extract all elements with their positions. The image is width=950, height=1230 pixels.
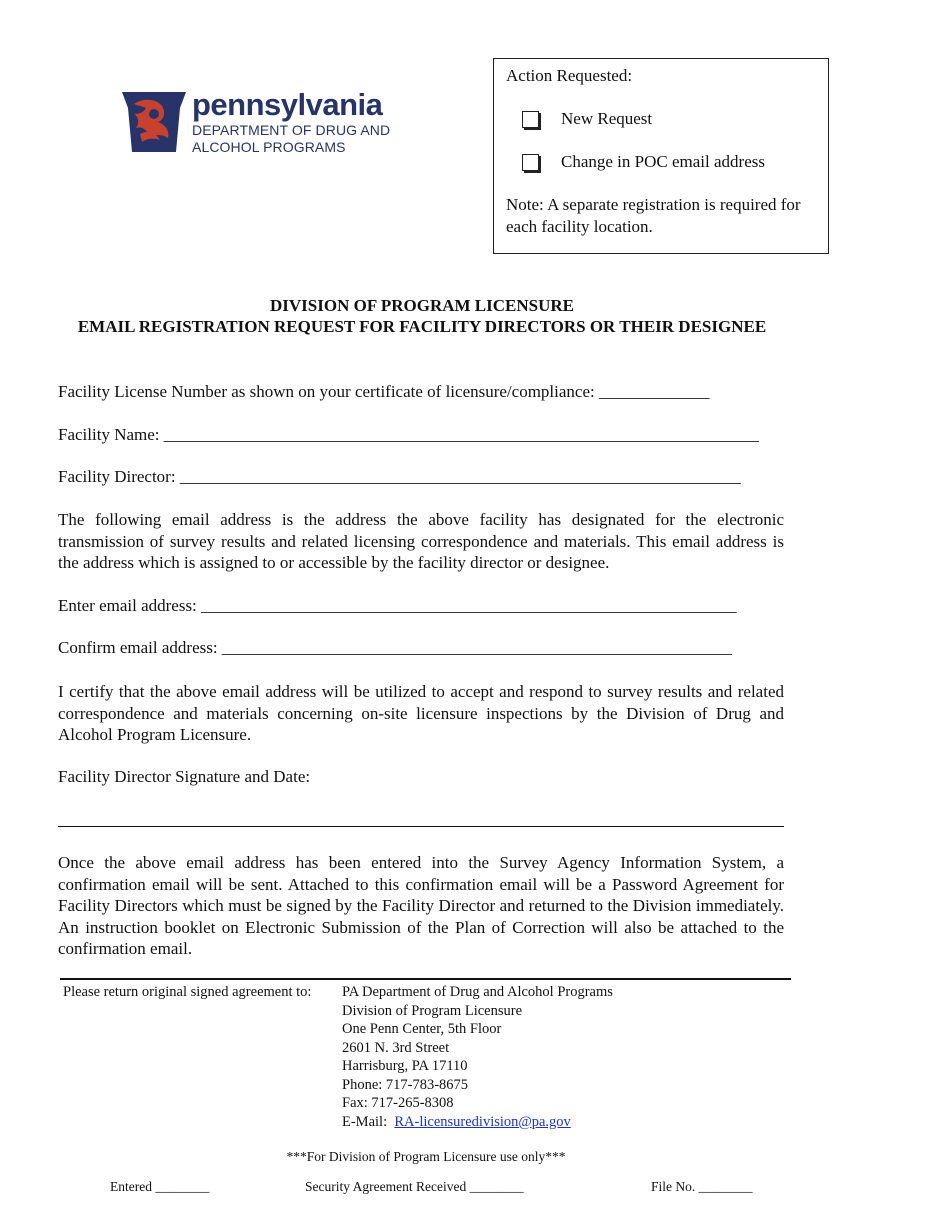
confirm-email-field[interactable]: Confirm email address: ____________________________________________________________: [58, 638, 732, 657]
email-link[interactable]: RA-licensuredivision@pa.gov: [394, 1113, 571, 1130]
address-line: Harrisburg, PA 17110: [342, 1058, 468, 1074]
change-poc-email-label: Change in POC email address: [561, 152, 765, 171]
confirmation-paragraph: Once the above email address has been entered into the Survey Agency Information System, a confirmation email will be sent. Attached to this confirmation email will be a Password Agreement for Facility Directors which must be signed by the Facility Director and returned to the Division immediately. An instruction booklet on Electronic Submission of the Plan of Correction will also be attached to the confirmation email.: [58, 853, 784, 958]
logo-subtitle-line-1: DEPARTMENT OF DRUG AND: [192, 122, 391, 138]
signature-line[interactable]: [58, 826, 784, 827]
new-request-option[interactable]: [522, 109, 652, 129]
security-agreement-field: Security Agreement Received ________: [305, 1179, 524, 1194]
address-line: Division of Program Licensure: [342, 1002, 523, 1019]
office-use-title: ***For Division of Program Licensure use only***: [286, 1149, 566, 1164]
signature-date-label: Facility Director Signature and Date:: [58, 767, 311, 786]
designation-paragraph: The following email address is the address the above facility has designated for the electronic transmission of survey results and related licensing correspondence and materials. This email address is the address which is assigned to or accessible by the facility director or designee.: [58, 510, 784, 572]
change-poc-email-option[interactable]: [522, 152, 765, 172]
facility-license-number-field[interactable]: Facility License Number as shown on your certificate of licensure/compliance: _____________: [58, 382, 710, 401]
divider: [60, 978, 791, 980]
new-request-checkbox[interactable]: [522, 111, 539, 128]
phone-line: Phone: 717-783-8675: [342, 1076, 469, 1093]
entered-field: Entered ________: [110, 1179, 210, 1194]
enter-email-field[interactable]: Enter email address: _______________________________________________________________: [58, 596, 737, 615]
action-note: Note: A separate registration is required for each facility location.: [506, 195, 801, 236]
return-address-block: [342, 983, 613, 1131]
address-line: 2601 N. 3rd Street: [342, 1039, 450, 1056]
new-request-label: New Request: [561, 109, 653, 128]
facility-director-field[interactable]: Facility Director: __________________________________________________________________: [58, 467, 741, 486]
address-line: One Penn Center, 5th Floor: [342, 1021, 502, 1037]
action-requested-title: Action Requested:: [506, 66, 633, 85]
change-poc-email-checkbox[interactable]: [522, 154, 539, 171]
heading-line-2: EMAIL REGISTRATION REQUEST FOR FACILITY DIRECTORS OR THEIR DESIGNEE: [77, 317, 767, 336]
logo-wordmark: pennsylvania: [192, 87, 383, 122]
pa-ddap-logo: [120, 88, 400, 158]
address-line: PA Department of Drug and Alcohol Programs: [342, 984, 613, 1000]
email-label: E-Mail:: [342, 1113, 388, 1130]
fax-line: Fax: 717-265-8308: [342, 1095, 454, 1111]
action-requested-box: [493, 58, 829, 254]
facility-name-field[interactable]: Facility Name: ______________________________________________________________________: [58, 425, 759, 444]
certification-paragraph: I certify that the above email address will be utilized to accept and respond to survey results and related correspondence and materials concerning on-site licensure inspections by the Division of Drug and Alcohol Program Licensure.: [58, 682, 784, 744]
logo-subtitle-line-2: ALCOHOL PROGRAMS: [192, 139, 346, 155]
email-line: [342, 1113, 613, 1132]
form-heading: [60, 295, 784, 337]
heading-line-1: DIVISION OF PROGRAM LICENSURE: [270, 296, 574, 315]
keystone-phoenix-icon: [120, 88, 188, 156]
return-agreement-label: Please return original signed agreement to:: [63, 984, 312, 1000]
file-number-field: File No. ________: [651, 1179, 753, 1194]
